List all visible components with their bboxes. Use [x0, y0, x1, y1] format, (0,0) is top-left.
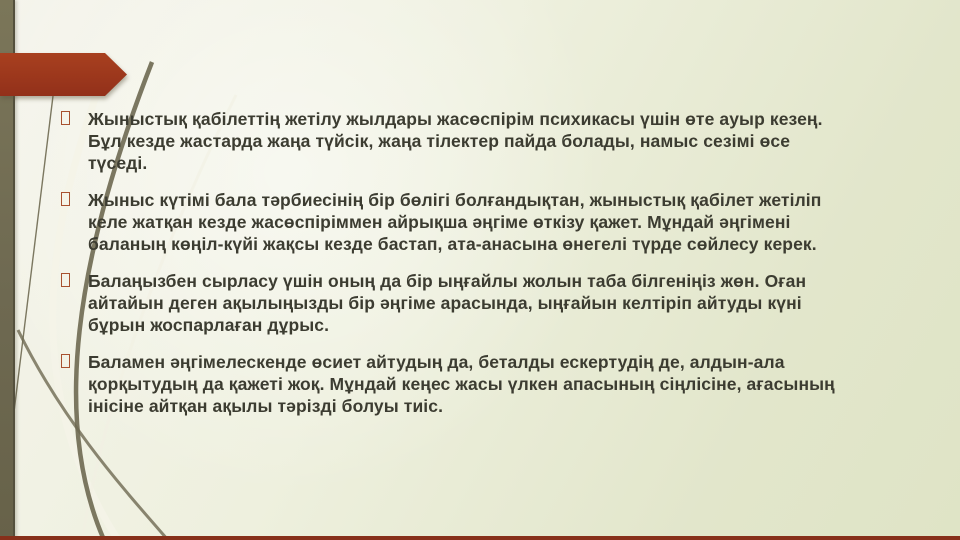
bullet-square-icon [61, 111, 70, 125]
bullet-square-icon [61, 192, 70, 206]
bullet-item [60, 189, 866, 255]
bullet-item [60, 270, 866, 336]
arrow-banner-decor [0, 50, 132, 102]
slide-body-text [60, 108, 866, 432]
bullet-square-icon [61, 354, 70, 368]
bullet-text: Жыныстық қабілеттің жетілу жылдары жасөспірім психикасы үшін өте ауыр кезең. Бұл кезде жастарда жаңа түйсік, жаңа тілектер пайда болады, намыс сезімі өсе түседі. [88, 109, 823, 173]
arrow-shape [0, 53, 127, 96]
bullet-item [60, 351, 866, 417]
stalk-thin-line [12, 96, 53, 428]
bullet-text: Балаңызбен сырласу үшін оның да бір ыңғайлы жолын таба білгеніңіз жөн. Оған айтайын деген ақылыңызды бір әңгіме арасында, ыңғайын келтіріп айтуды күні бұрын жоспарлаған дұрыс. [88, 271, 807, 335]
bullet-text: Баламен әңгімелескенде өсиет айтудың да, беталды ескертудің де, алдын-ала қорқытудың да қажеті жоқ. Мұндай кеңес жасы үлкен апасының сіңлісіне, ағасының інісіне айтқан ақылы тәрізді болуы тиіс. [88, 352, 835, 416]
bottom-strip-decor [0, 536, 960, 540]
bullet-square-icon [61, 273, 70, 287]
bullet-text: Жыныс күтімі бала тәрбиесінің бір бөлігі болғандықтан, жыныстық қабілет жетіліп келе жатқан кезде жасөспіріммен айрықша әңгіме өткізу қажет. Мұндай әңгімені баланың көңіл-күйі жақсы кезде бастап, ата-анасына өнегелі түрде сөйлесу керек. [88, 190, 822, 254]
bullet-item [60, 108, 866, 174]
